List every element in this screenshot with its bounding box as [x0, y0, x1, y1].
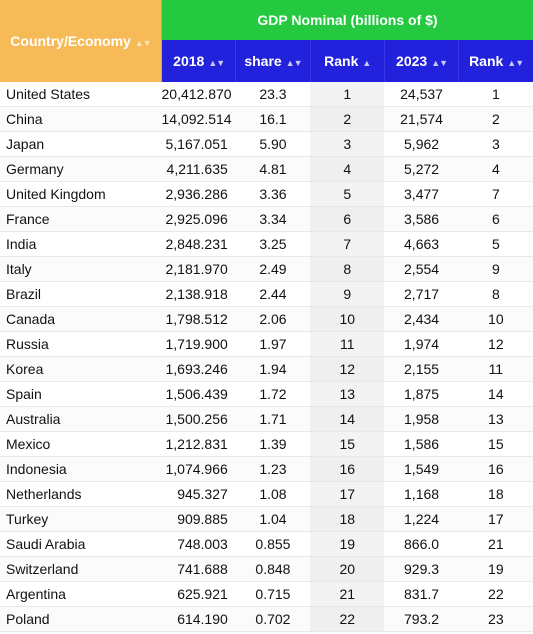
gdp-2018-cell: 2,936.286 [162, 182, 236, 207]
gdp-2018-cell: 909.885 [162, 507, 236, 532]
table-row [0, 607, 533, 632]
share-cell: 0.848 [236, 557, 310, 582]
rank-2018-cell: 3 [310, 132, 384, 157]
share-cell: 1.94 [236, 357, 310, 382]
gdp-2018-cell: 614.190 [162, 607, 236, 632]
gdp-2018-cell: 1,798.512 [162, 307, 236, 332]
table-row [0, 107, 533, 132]
share-cell: 1.04 [236, 507, 310, 532]
rank-2023-cell: 15 [459, 432, 533, 457]
rank-2018-cell: 9 [310, 282, 384, 307]
share-cell: 3.36 [236, 182, 310, 207]
gdp-2018-cell: 20,412.870 [162, 82, 236, 107]
rank-2023-cell: 4 [459, 157, 533, 182]
column-header-share[interactable] [236, 40, 310, 82]
gdp-2023-cell: 1,224 [384, 507, 458, 532]
share-cell: 2.49 [236, 257, 310, 282]
gdp-2018-cell: 2,848.231 [162, 232, 236, 257]
country-cell: Indonesia [0, 457, 162, 482]
rank-2018-cell: 6 [310, 207, 384, 232]
gdp-2018-cell: 5,167.051 [162, 132, 236, 157]
country-cell: United Kingdom [0, 182, 162, 207]
share-cell: 23.3 [236, 82, 310, 107]
gdp-2023-cell: 1,586 [384, 432, 458, 457]
share-cell: 2.06 [236, 307, 310, 332]
rank-2023-cell: 18 [459, 482, 533, 507]
rank-2018-cell: 7 [310, 232, 384, 257]
gdp-2018-cell: 2,138.918 [162, 282, 236, 307]
table-row [0, 432, 533, 457]
table-row [0, 282, 533, 307]
country-cell: Brazil [0, 282, 162, 307]
gdp-2018-cell: 2,925.096 [162, 207, 236, 232]
rank-2023-cell: 14 [459, 382, 533, 407]
gdp-2023-cell: 5,962 [384, 132, 458, 157]
gdp-2018-cell: 4,211.635 [162, 157, 236, 182]
rank-2018-cell: 8 [310, 257, 384, 282]
table-row [0, 307, 533, 332]
rank-2023-cell: 8 [459, 282, 533, 307]
table-row [0, 382, 533, 407]
rank-2023-cell: 19 [459, 557, 533, 582]
column-header-label: 2018 [173, 53, 205, 70]
gdp-2018-cell: 14,092.514 [162, 107, 236, 132]
country-cell: Mexico [0, 432, 162, 457]
gdp-2023-cell: 2,155 [384, 357, 458, 382]
gdp-2023-cell: 3,586 [384, 207, 458, 232]
rank-2018-cell: 4 [310, 157, 384, 182]
table-row [0, 582, 533, 607]
table-row [0, 482, 533, 507]
column-header-label: Rank [469, 53, 504, 70]
country-cell: Turkey [0, 507, 162, 532]
rank-2018-cell: 11 [310, 332, 384, 357]
gdp-2023-cell: 3,477 [384, 182, 458, 207]
table-row [0, 232, 533, 257]
gdp-2023-cell: 24,537 [384, 82, 458, 107]
rank-2018-cell: 10 [310, 307, 384, 332]
share-cell: 0.715 [236, 582, 310, 607]
share-cell: 4.81 [236, 157, 310, 182]
rank-2018-cell: 12 [310, 357, 384, 382]
gdp-nominal-group-header: GDP Nominal (billions of $) [162, 0, 533, 40]
rank-2023-cell: 7 [459, 182, 533, 207]
country-cell: Germany [0, 157, 162, 182]
country-cell: India [0, 232, 162, 257]
gdp-2023-cell: 1,549 [384, 457, 458, 482]
rank-2023-cell: 23 [459, 607, 533, 632]
share-cell: 2.44 [236, 282, 310, 307]
sort-ascending-icon[interactable]: ▲ [362, 58, 371, 69]
gdp-2023-cell: 21,574 [384, 107, 458, 132]
sort-both-icon[interactable]: ▲▼ [507, 58, 524, 69]
table-row [0, 532, 533, 557]
rank-2023-cell: 2 [459, 107, 533, 132]
country-cell: Australia [0, 407, 162, 432]
share-cell: 1.39 [236, 432, 310, 457]
rank-2023-cell: 1 [459, 82, 533, 107]
gdp-2018-cell: 2,181.970 [162, 257, 236, 282]
country-cell: Switzerland [0, 557, 162, 582]
share-cell: 1.97 [236, 332, 310, 357]
rank-2018-cell: 5 [310, 182, 384, 207]
country-cell: Russia [0, 332, 162, 357]
table-row [0, 332, 533, 357]
gdp-2018-cell: 1,506.439 [162, 382, 236, 407]
country-economy-header[interactable] [0, 0, 162, 82]
country-cell: Spain [0, 382, 162, 407]
table-row [0, 457, 533, 482]
rank-2018-cell: 16 [310, 457, 384, 482]
rank-2018-cell: 21 [310, 582, 384, 607]
gdp-2018-cell: 625.921 [162, 582, 236, 607]
rank-2018-cell: 2 [310, 107, 384, 132]
rank-2018-cell: 22 [310, 607, 384, 632]
rank-2018-cell: 20 [310, 557, 384, 582]
rank-2023-cell: 6 [459, 207, 533, 232]
gdp-2023-cell: 1,974 [384, 332, 458, 357]
table-body [0, 82, 533, 632]
share-cell: 0.855 [236, 532, 310, 557]
table-row [0, 407, 533, 432]
share-cell: 1.08 [236, 482, 310, 507]
country-cell: Netherlands [0, 482, 162, 507]
share-cell: 16.1 [236, 107, 310, 132]
rank-2023-cell: 11 [459, 357, 533, 382]
rank-2023-cell: 22 [459, 582, 533, 607]
column-header-label: share [244, 53, 282, 70]
gdp-2023-cell: 866.0 [384, 532, 458, 557]
gdp-2023-cell: 2,554 [384, 257, 458, 282]
column-header-2018[interactable] [162, 40, 236, 82]
country-cell: Italy [0, 257, 162, 282]
gdp-2023-cell: 831.7 [384, 582, 458, 607]
column-header-label: 2023 [396, 53, 428, 70]
country-cell: Poland [0, 607, 162, 632]
share-cell: 1.71 [236, 407, 310, 432]
country-cell: France [0, 207, 162, 232]
rank-2023-cell: 10 [459, 307, 533, 332]
share-cell: 3.25 [236, 232, 310, 257]
country-cell: China [0, 107, 162, 132]
column-header-rank-2018[interactable] [310, 40, 384, 82]
sort-both-icon[interactable]: ▲▼ [431, 58, 448, 69]
table-row [0, 182, 533, 207]
rank-2018-cell: 19 [310, 532, 384, 557]
rank-2023-cell: 21 [459, 532, 533, 557]
table-row [0, 157, 533, 182]
rank-2023-cell: 16 [459, 457, 533, 482]
sort-both-icon[interactable]: ▲▼ [208, 58, 225, 69]
share-cell: 1.72 [236, 382, 310, 407]
table-row [0, 207, 533, 232]
gdp-2023-cell: 5,272 [384, 157, 458, 182]
sort-both-icon[interactable]: ▲▼ [285, 58, 302, 69]
column-header-2023[interactable] [384, 40, 458, 82]
column-header-label: Rank [324, 53, 359, 70]
table-row [0, 357, 533, 382]
gdp-2018-cell: 1,693.246 [162, 357, 236, 382]
gdp-2023-cell: 1,168 [384, 482, 458, 507]
rank-2018-cell: 17 [310, 482, 384, 507]
gdp-2023-cell: 793.2 [384, 607, 458, 632]
share-cell: 5.90 [236, 132, 310, 157]
rank-2023-cell: 3 [459, 132, 533, 157]
table-row [0, 82, 533, 107]
gdp-2018-cell: 1,500.256 [162, 407, 236, 432]
gdp-2023-cell: 4,663 [384, 232, 458, 257]
share-cell: 3.34 [236, 207, 310, 232]
gdp-2023-cell: 1,958 [384, 407, 458, 432]
country-cell: Japan [0, 132, 162, 157]
country-cell: Canada [0, 307, 162, 332]
country-cell: Argentina [0, 582, 162, 607]
rank-2018-cell: 14 [310, 407, 384, 432]
table-row [0, 557, 533, 582]
gdp-2018-cell: 1,212.831 [162, 432, 236, 457]
gdp-2023-cell: 929.3 [384, 557, 458, 582]
table-row [0, 257, 533, 282]
gdp-2018-cell: 748.003 [162, 532, 236, 557]
share-cell: 1.23 [236, 457, 310, 482]
rank-2023-cell: 17 [459, 507, 533, 532]
country-economy-header-label: Country/Economy [10, 33, 131, 49]
country-cell: Korea [0, 357, 162, 382]
rank-2018-cell: 15 [310, 432, 384, 457]
sort-both-icon[interactable]: ▲▼ [134, 38, 151, 48]
table-row [0, 132, 533, 157]
gdp-2018-cell: 741.688 [162, 557, 236, 582]
rank-2018-cell: 1 [310, 82, 384, 107]
gdp-2023-cell: 2,717 [384, 282, 458, 307]
rank-2023-cell: 9 [459, 257, 533, 282]
rank-2023-cell: 13 [459, 407, 533, 432]
country-cell: Saudi Arabia [0, 532, 162, 557]
share-cell: 0.702 [236, 607, 310, 632]
rank-2018-cell: 13 [310, 382, 384, 407]
table-row [0, 507, 533, 532]
gdp-2018-cell: 1,074.966 [162, 457, 236, 482]
rank-2023-cell: 12 [459, 332, 533, 357]
gdp-2018-cell: 945.327 [162, 482, 236, 507]
gdp-2018-cell: 1,719.900 [162, 332, 236, 357]
gdp-2023-cell: 2,434 [384, 307, 458, 332]
column-header-rank-2023[interactable] [459, 40, 533, 82]
gdp-2023-cell: 1,875 [384, 382, 458, 407]
country-cell: United States [0, 82, 162, 107]
rank-2023-cell: 5 [459, 232, 533, 257]
rank-2018-cell: 18 [310, 507, 384, 532]
